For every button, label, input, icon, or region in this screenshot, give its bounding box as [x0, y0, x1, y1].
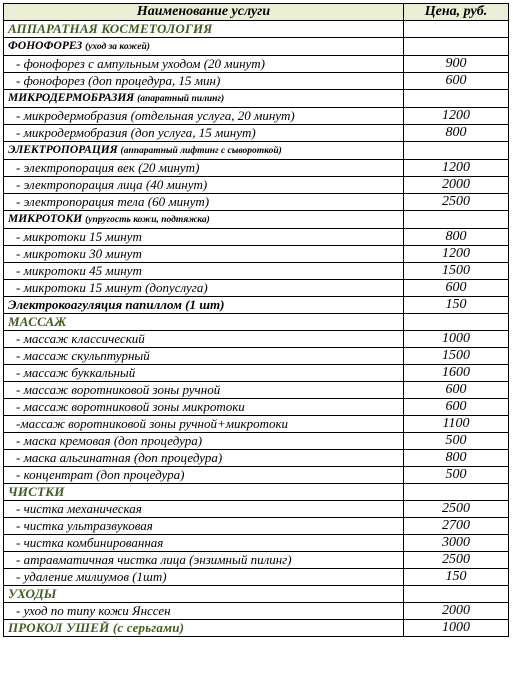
subsection-title: МИКРОДЕРМОБРАЗИЯ: [8, 92, 135, 104]
table-row: [4, 450, 509, 467]
service-name: - массаж воротниковой зоны микротоки: [4, 399, 404, 416]
table-row: [4, 280, 509, 297]
service-name: - маска альгинатная (доп процедура): [4, 450, 404, 467]
service-price: 600: [404, 382, 509, 399]
subsection-title: МИКРОТОКИ: [8, 213, 83, 225]
subsection-row: [4, 90, 509, 108]
service-name: [4, 90, 404, 108]
service-name: - удаление милиумов (1шт): [4, 569, 404, 586]
service-name: - микродермобразия (отдельная услуга, 20 минут): [4, 108, 404, 125]
service-name: МАССАЖ: [4, 314, 404, 331]
service-price: 1000: [404, 620, 509, 637]
service-name-header: Наименование услуги: [4, 4, 404, 21]
table-row: [4, 56, 509, 73]
service-price: 150: [404, 297, 509, 314]
service-price: 2000: [404, 177, 509, 194]
table-row: [4, 125, 509, 142]
table-row: [4, 246, 509, 263]
service-name: - фонофорез с ампульным уходом (20 минут): [4, 56, 404, 73]
service-name: - электропорация лица (40 минут): [4, 177, 404, 194]
service-name: - массаж буккальный: [4, 365, 404, 382]
table-row: [4, 569, 509, 586]
service-price: 2500: [404, 194, 509, 211]
service-name: - электропорация век (20 минут): [4, 160, 404, 177]
service-name: - микротоки 15 минут: [4, 229, 404, 246]
section-row: [4, 314, 509, 331]
service-name: - электропорация тела (60 минут): [4, 194, 404, 211]
service-price: [404, 90, 509, 108]
subsection-note: (апаратный пилинг): [137, 94, 225, 104]
service-name: [4, 38, 404, 56]
service-price: [404, 142, 509, 160]
service-price: 1500: [404, 348, 509, 365]
service-price: 900: [404, 56, 509, 73]
service-price: 800: [404, 125, 509, 142]
table-row: [4, 399, 509, 416]
table-row: [4, 518, 509, 535]
table-row: [4, 263, 509, 280]
subsection-note: (аппаратный лифтинг с сывороткой): [120, 146, 282, 156]
table-row: [4, 108, 509, 125]
service-name: АППАРАТНАЯ КОСМЕТОЛОГИЯ: [4, 21, 404, 38]
service-name: - микродермобразия (доп услуга, 15 минут): [4, 125, 404, 142]
service-name: -массаж воротниковой зоны ручной+микротоки: [4, 416, 404, 433]
service-price: 500: [404, 467, 509, 484]
service-price: 1000: [404, 331, 509, 348]
table-row: [4, 535, 509, 552]
price-list-table: [3, 3, 509, 637]
service-price: 1500: [404, 263, 509, 280]
service-price: [404, 586, 509, 603]
subsection-note: (упругость кожи, подтяжка): [85, 215, 210, 225]
price-list-body: [4, 21, 509, 637]
service-price: [404, 38, 509, 56]
subsection-note: (уход за кожей): [85, 42, 150, 52]
service-price: 1600: [404, 365, 509, 382]
service-price: 1200: [404, 108, 509, 125]
table-row: [4, 603, 509, 620]
price-header: Цена, руб.: [404, 4, 509, 21]
table-row: [4, 177, 509, 194]
service-price: [404, 314, 509, 331]
service-name: - атравматичная чистка лица (энзимный пилинг): [4, 552, 404, 569]
service-name: - чистка комбинированная: [4, 535, 404, 552]
service-price: 800: [404, 450, 509, 467]
service-name: ЧИСТКИ: [4, 484, 404, 501]
service-name: - микротоки 45 минут: [4, 263, 404, 280]
service-price: 1100: [404, 416, 509, 433]
table-row: [4, 467, 509, 484]
service-name: - чистка механическая: [4, 501, 404, 518]
table-row: [4, 331, 509, 348]
service-price: 2500: [404, 552, 509, 569]
service-name: - чистка ультразвуковая: [4, 518, 404, 535]
service-name: - фонофорез (доп процедура, 15 мин): [4, 73, 404, 90]
service-price: 600: [404, 73, 509, 90]
service-price: 2700: [404, 518, 509, 535]
service-name: [4, 211, 404, 229]
subsection-title: ЭЛЕКТРОПОРАЦИЯ: [8, 144, 118, 156]
service-price: 1200: [404, 160, 509, 177]
service-name: - микротоки 15 минут (допуслуга): [4, 280, 404, 297]
section-row: [4, 620, 509, 637]
table-row: [4, 194, 509, 211]
service-price: 600: [404, 399, 509, 416]
service-price: [404, 484, 509, 501]
service-price: 150: [404, 569, 509, 586]
service-price: 1200: [404, 246, 509, 263]
table-row: [4, 73, 509, 90]
service-name: - маска кремовая (доп процедура): [4, 433, 404, 450]
subsection-row: [4, 38, 509, 56]
service-name: - концентрат (доп процедура): [4, 467, 404, 484]
service-price: 2500: [404, 501, 509, 518]
service-name: [4, 142, 404, 160]
service-name: - массаж воротниковой зоны ручной: [4, 382, 404, 399]
table-row: [4, 501, 509, 518]
table-row: [4, 365, 509, 382]
service-price: 3000: [404, 535, 509, 552]
service-price: 2000: [404, 603, 509, 620]
table-row: [4, 382, 509, 399]
section-row: [4, 21, 509, 38]
service-name: - микротоки 30 минут: [4, 246, 404, 263]
service-price: [404, 211, 509, 229]
table-row: [4, 348, 509, 365]
table-row: [4, 229, 509, 246]
service-price: [404, 21, 509, 38]
service-name: - уход по типу кожи Янссен: [4, 603, 404, 620]
service-name: - массаж классический: [4, 331, 404, 348]
service-name: ПРОКОЛ УШЕЙ (с серьгами): [4, 620, 404, 637]
subsection-row: [4, 211, 509, 229]
section-row: [4, 586, 509, 603]
subsection-row: [4, 142, 509, 160]
table-row: [4, 433, 509, 450]
service-price: 600: [404, 280, 509, 297]
table-row: [4, 160, 509, 177]
table-header-row: [4, 4, 509, 21]
table-row: [4, 297, 509, 314]
section-row: [4, 484, 509, 501]
service-price: 800: [404, 229, 509, 246]
service-name: - массаж скульптурный: [4, 348, 404, 365]
table-row: [4, 416, 509, 433]
service-name: УХОДЫ: [4, 586, 404, 603]
service-price: 500: [404, 433, 509, 450]
service-name: Электрокоагуляция папиллом (1 шт): [4, 297, 404, 314]
subsection-title: ФОНОФОРЕЗ: [8, 40, 83, 52]
table-row: [4, 552, 509, 569]
